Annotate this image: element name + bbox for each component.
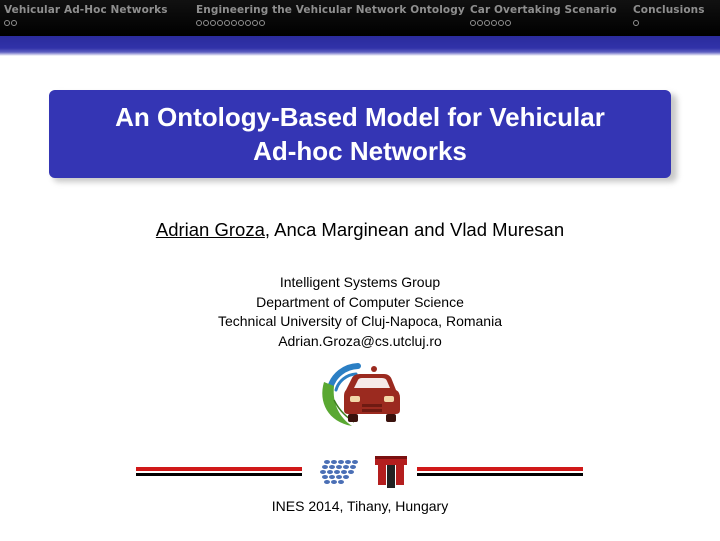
institution-university: Technical University of Cluj-Napoca, Romania [217, 313, 502, 329]
progress-dot[interactable] [238, 20, 244, 26]
progress-dot[interactable] [505, 20, 511, 26]
nav-section-title: Vehicular Ad-Hoc Networks [4, 4, 168, 16]
utcn-logo-icon [374, 455, 408, 489]
progress-dot[interactable] [259, 20, 265, 26]
right-rule [417, 467, 583, 476]
nav-progress-dots [633, 20, 640, 26]
slide-title [80, 100, 640, 168]
coauthors: , Anca Marginean and Vlad Muresan [264, 219, 565, 240]
authors [0, 219, 720, 241]
progress-dot[interactable] [252, 20, 258, 26]
institution-group: Intelligent Systems Group [279, 274, 441, 290]
institution-block [0, 273, 720, 351]
progress-dot[interactable] [196, 20, 202, 26]
navigation-bar [0, 0, 720, 36]
progress-dot[interactable] [11, 20, 17, 26]
nav-section-title: Conclusions [633, 4, 705, 16]
nav-progress-dots [470, 20, 512, 26]
contact-email[interactable]: Adrian.Groza@cs.utcluj.ro [278, 332, 442, 349]
progress-dot[interactable] [470, 20, 476, 26]
progress-dot[interactable] [210, 20, 216, 26]
progress-dot[interactable] [477, 20, 483, 26]
nav-section-conclusions[interactable] [633, 0, 718, 36]
progress-dot[interactable] [231, 20, 237, 26]
nav-section-title: Engineering the Vehicular Network Ontology [196, 4, 465, 16]
nav-progress-dots [4, 20, 18, 26]
progress-dot[interactable] [217, 20, 223, 26]
nav-section-vanets[interactable] [4, 0, 184, 36]
progress-dot[interactable] [203, 20, 209, 26]
progress-dot[interactable] [491, 20, 497, 26]
slide-title-line1: An Ontology-Based Model for Vehicular [115, 102, 605, 132]
author-link[interactable]: Adrian Groza [155, 219, 265, 240]
isg-logo-icon [319, 457, 361, 485]
progress-dot[interactable] [484, 20, 490, 26]
nav-progress-dots [196, 20, 266, 26]
event-line: INES 2014, Tihany, Hungary [271, 498, 449, 514]
title-box [49, 90, 671, 178]
left-rule [136, 467, 302, 476]
car-leaf-logo-icon [318, 360, 402, 428]
progress-dot[interactable] [224, 20, 230, 26]
progress-dot[interactable] [4, 20, 10, 26]
progress-dot[interactable] [498, 20, 504, 26]
nav-section-overtaking[interactable] [470, 0, 620, 36]
nav-section-title: Car Overtaking Scenario [470, 4, 617, 16]
progress-dot[interactable] [245, 20, 251, 26]
progress-dot[interactable] [633, 20, 639, 26]
institution-department: Department of Computer Science [256, 293, 464, 310]
slide-title-line2: Ad-hoc Networks [253, 136, 467, 166]
nav-section-ontology[interactable] [196, 0, 465, 36]
header-gradient-bar [0, 36, 720, 56]
